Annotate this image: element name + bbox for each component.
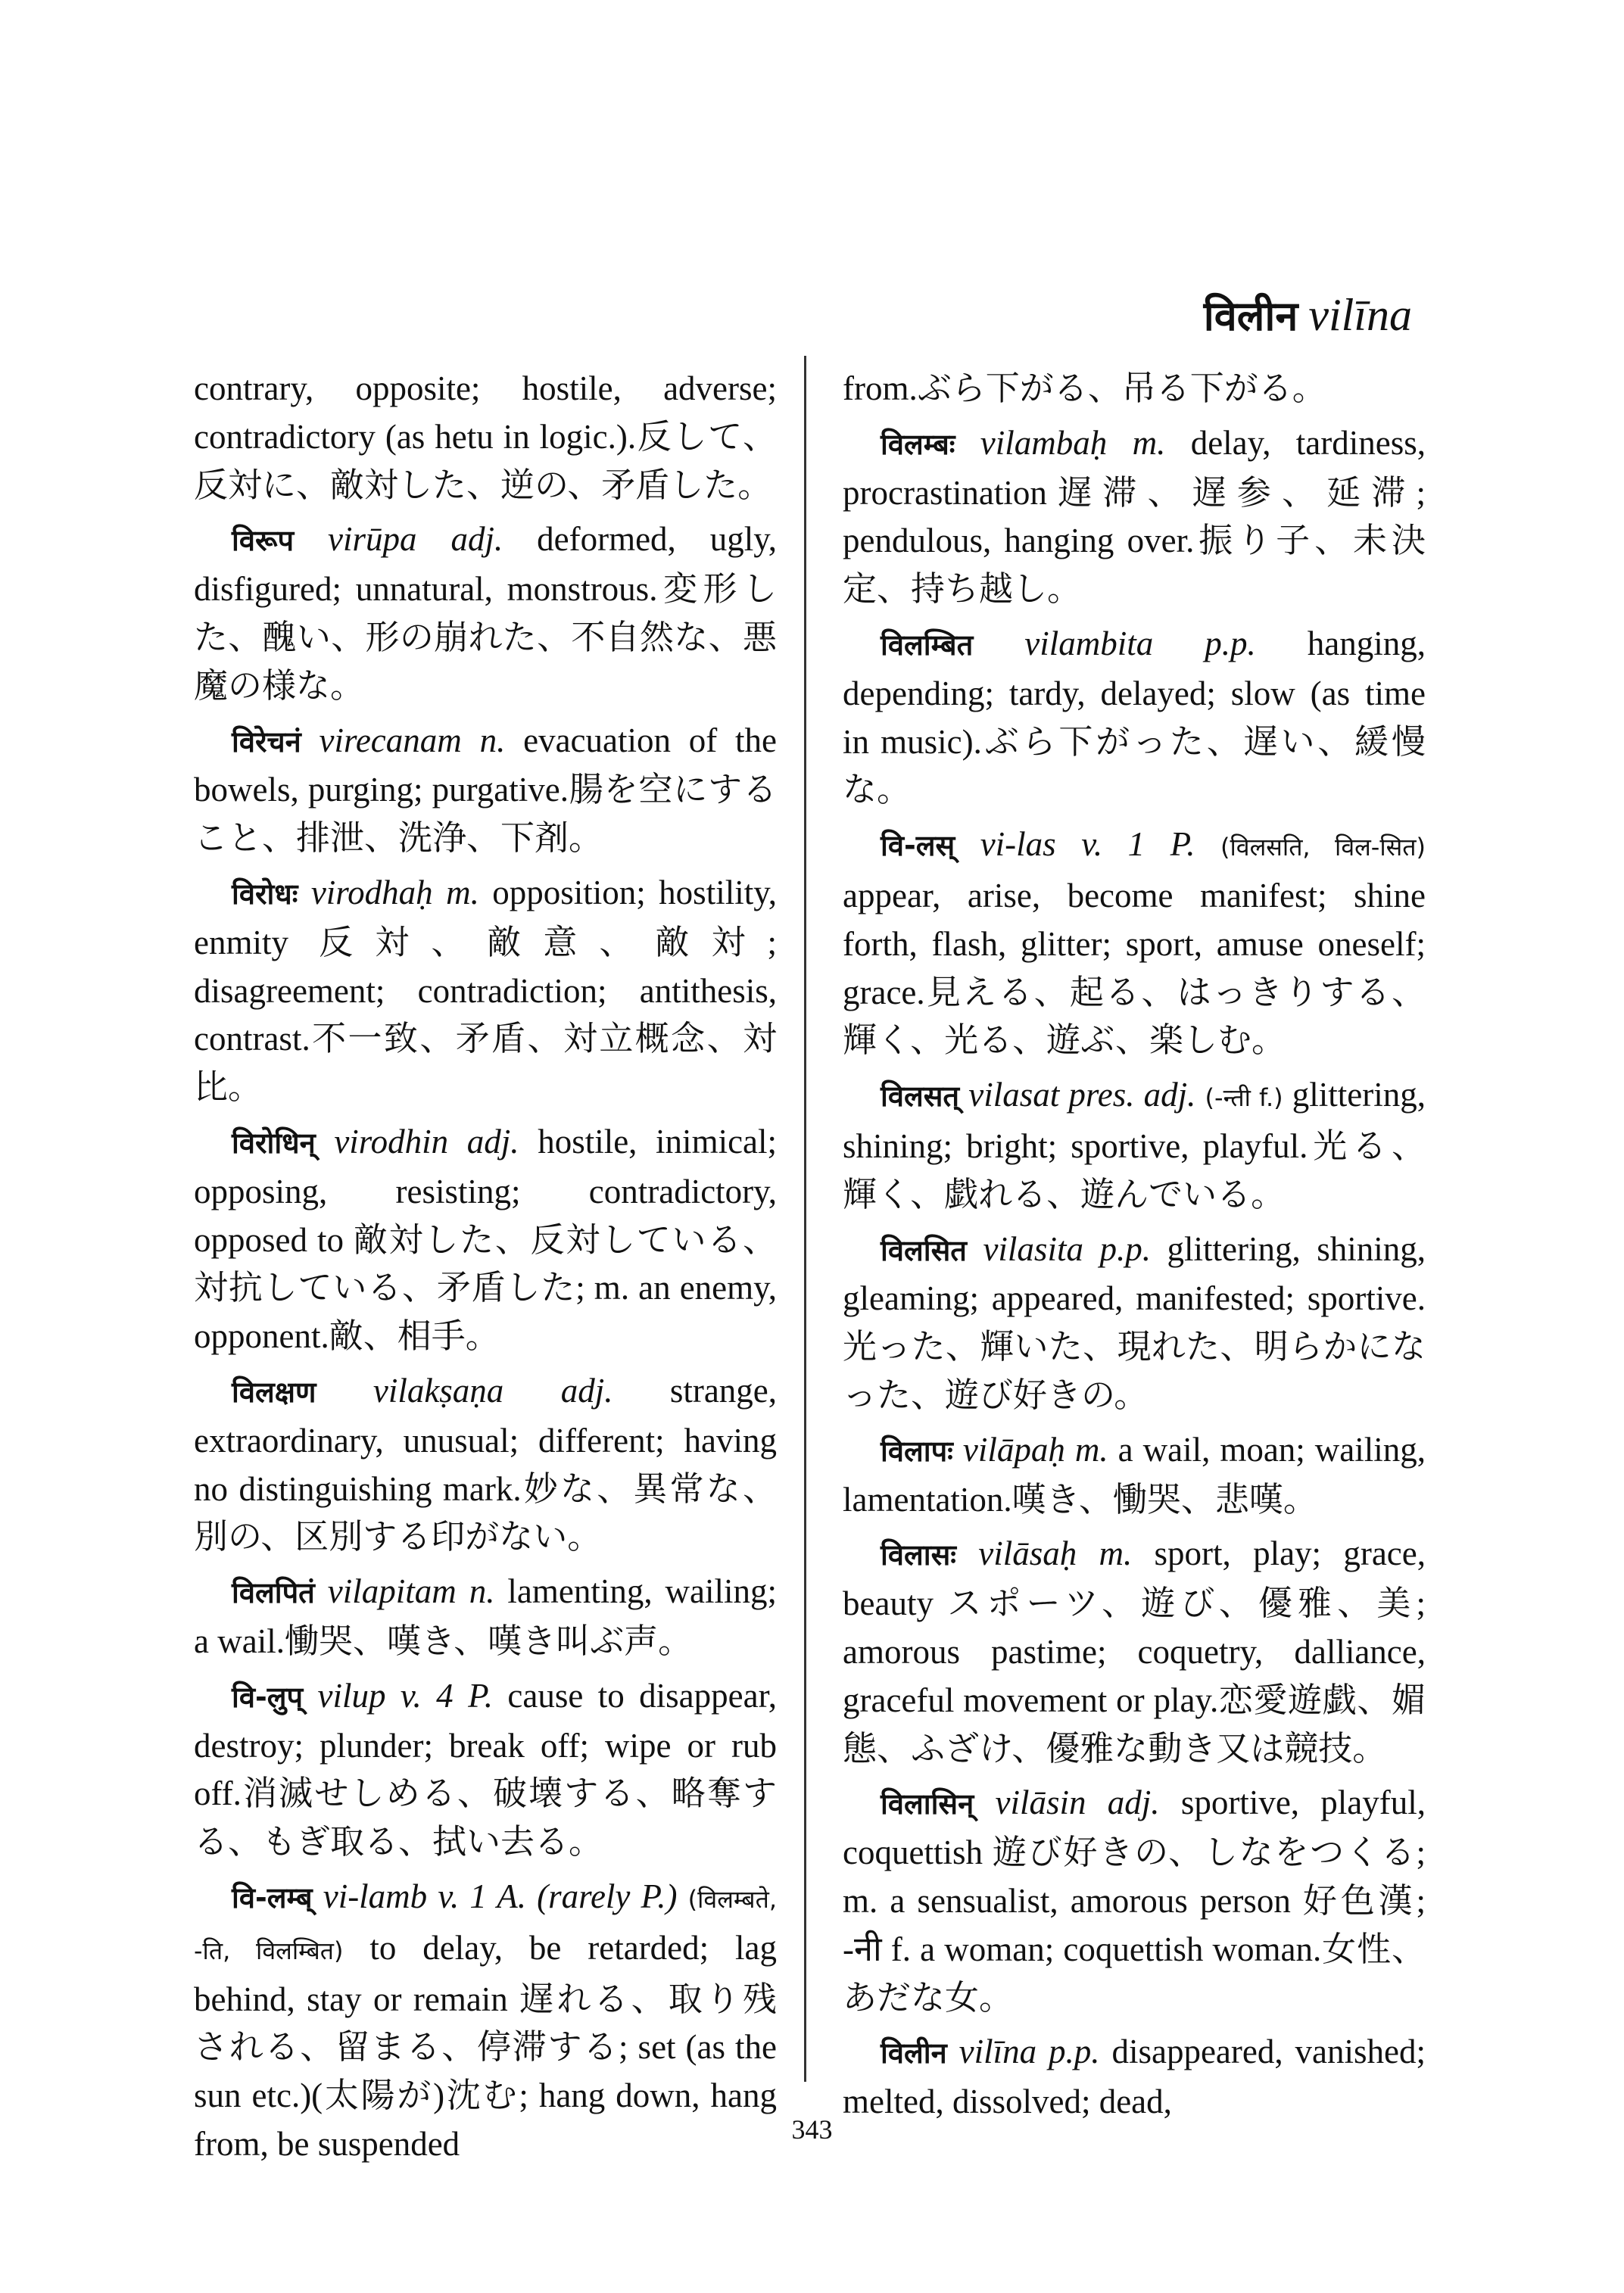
entry-transliteration: virecanam <box>319 721 462 759</box>
dictionary-entry <box>843 1530 1426 1773</box>
entry-definition: disappeared, vanished; melted, dissolved; dead, <box>843 2033 1426 2121</box>
entry-transliteration: vilāsin <box>995 1784 1086 1822</box>
running-header-devanagari: विलीन <box>1203 292 1298 340</box>
entry-transliteration: vilambaḥ <box>980 423 1108 462</box>
entry-headword: विरोधः <box>232 877 298 911</box>
entry-headword: विलम्बः <box>881 427 955 461</box>
entry-forms: (विलसति, विल-सित) <box>1220 833 1426 862</box>
entry-grammar: v. 1 A. (rarely P.) <box>438 1877 678 1915</box>
entry-headword: विलासिन् <box>881 1787 974 1821</box>
entry-transliteration: vilasat <box>968 1076 1060 1114</box>
entry-transliteration: vilīna <box>959 2033 1037 2071</box>
entry-headword: वि-लस् <box>881 829 955 863</box>
page-number: 343 <box>791 2114 833 2145</box>
entry-forms: (-न्ती f.) <box>1205 1083 1283 1113</box>
entry-transliteration: vilup <box>317 1676 386 1715</box>
dictionary-entry <box>843 620 1426 815</box>
entry-transliteration: virodhaḥ <box>310 873 433 911</box>
entry-definition: to delay, be retarded; lag behind, stay or remain 遅れる、取り残される、留まる、停滞する; set (as the sun etc.)(太陽が)沈む; hang down, hang from, be suspended <box>194 1928 778 2163</box>
entry-transliteration: vilakṣaṇa <box>372 1371 504 1410</box>
dictionary-entry <box>843 2028 1426 2126</box>
entry-grammar: m. <box>446 873 479 911</box>
entry-definition: cause to disappear, destroy; plunder; break off; wipe or rub off.消滅せしめる、破壊する、略奪する、もぎ取る、拭い去る。 <box>194 1676 778 1862</box>
running-header <box>1204 286 1412 342</box>
entry-definition: a wail, moan; wailing, lamentation.嘆き、慟哭、悲嘆。 <box>843 1430 1426 1519</box>
entry-headword: विरूप <box>232 524 295 558</box>
entry-definition: lamenting, wailing; a wail.慟哭、嘆き、嘆き叫ぶ声。 <box>194 1572 777 1660</box>
entry-definition: sport, play; grace, beauty スポーツ、遊び、優雅、美; amorous pastime; coquetry, dalliance, graceful movement or play.恋愛遊戯、媚態、ふざけ、優雅な動き又は競技。 <box>843 1534 1426 1768</box>
entry-grammar: m. <box>1074 1430 1108 1469</box>
entry-definition: deformed, ugly, disfigured; unnatural, monstrous.変形した、醜い、形の崩れた、不自然な、悪魔の様な。 <box>194 520 778 705</box>
dictionary-entry <box>194 1672 777 1867</box>
right-column <box>843 365 1426 2133</box>
dictionary-entry <box>194 1367 777 1562</box>
entry-definition: appear, arise, become manifest; shine forth, flash, glitter; sport, amuse oneself; grace.見える、起る、はっきりする、輝く、光る、遊ぶ、楽しむ。 <box>843 876 1426 1060</box>
dictionary-entry <box>194 1118 777 1361</box>
entry-definition: strange, extraordinary, unusual; different; having no distinguishing mark.妙な、異常な、別の、区別する印がない。 <box>194 1371 778 1556</box>
running-header-roman: vilīna <box>1308 290 1412 340</box>
entry-headword: विलपितं <box>232 1576 315 1610</box>
entry-transliteration: vilambita <box>1024 624 1154 662</box>
entry-continuation <box>194 365 777 509</box>
entry-definition: sportive, playful, coquettish 遊び好きの、しなをつくる; m. a sensualist, amorous person 好色漢; -नी f. a woman; coquettish woman.女性、あだな女。 <box>843 1784 1426 2017</box>
entry-grammar: n. <box>479 721 506 759</box>
entry-definition: opposition; hostility, enmity 反対、敵意、敵対; disagreement; contradiction; antithesis, contrast.不一致、矛盾、対立概念、対比。 <box>194 873 778 1107</box>
entry-grammar: m. <box>1132 423 1166 462</box>
dictionary-entry <box>843 1226 1426 1420</box>
entry-definition: hanging, depending; tardy, delayed; slow (as time in music).ぶら下がった、遅い、緩慢な。 <box>843 624 1426 809</box>
entry-transliteration: vilasita <box>983 1229 1083 1268</box>
entry-headword: विरेचनं <box>232 724 301 759</box>
dictionary-entry <box>843 1779 1426 2022</box>
entry-grammar: p.p. <box>1049 2033 1100 2071</box>
entry-transliteration: vilāsaḥ <box>978 1534 1077 1573</box>
entry-headword: विलम्बित <box>881 628 974 662</box>
entry-grammar: m. <box>1099 1534 1133 1573</box>
entry-definition: glittering, shining; bright; sportive, playful.光る、輝く、戯れる、遊んでいる。 <box>843 1076 1426 1213</box>
dictionary-entry <box>194 869 777 1112</box>
entry-grammar: adj. <box>560 1371 613 1410</box>
entry-grammar: adj. <box>466 1122 519 1161</box>
dictionary-entry <box>194 717 777 863</box>
entry-grammar: v. 1 P. <box>1081 825 1195 864</box>
entry-grammar: adj. <box>1107 1784 1160 1822</box>
dictionary-entry <box>843 1071 1426 1219</box>
entry-headword: विलसत् <box>881 1080 960 1114</box>
entry-definition: delay, tardiness, procrastination遅滞、遅参、延滞; pendulous, hanging over.振り子、未決定、持ち越し。 <box>843 423 1426 609</box>
entry-grammar: n. <box>469 1572 495 1611</box>
dictionary-entry <box>843 821 1426 1065</box>
entry-transliteration: virūpa <box>328 520 417 559</box>
entry-grammar: p.p. <box>1205 624 1256 662</box>
entry-transliteration: vi-las <box>980 825 1056 864</box>
dictionary-entry <box>843 419 1426 614</box>
entry-forms: (विलम्बते, -ति, विलम्बित) <box>194 1884 777 1965</box>
entry-definition: glittering, shining, gleaming; appeared, manifested; sportive.光った、輝いた、現れた、明らかになった、遊び好きの。 <box>843 1229 1426 1414</box>
entry-headword: विलासः <box>881 1538 956 1572</box>
entry-headword: विलीन <box>881 2036 947 2070</box>
column-divider <box>804 356 806 2082</box>
entry-definition: hostile, inimical; opposing, resisting; contradictory, opposed to 敵対した、反対している、対抗している、矛盾した; m. an enemy, opponent.敵、相手。 <box>194 1122 778 1356</box>
entry-headword: विलसित <box>881 1233 967 1267</box>
left-column <box>194 365 777 2175</box>
entry-transliteration: vilāpaḥ <box>962 1430 1065 1469</box>
entry-transliteration: virodhin <box>334 1122 449 1161</box>
dictionary-entry <box>194 1568 777 1666</box>
entry-headword: विलक्षण <box>232 1375 316 1409</box>
entry-grammar: pres. adj. <box>1068 1076 1196 1114</box>
dictionary-entry <box>843 1426 1426 1525</box>
entry-headword: वि-लम्ब् <box>232 1880 313 1914</box>
dictionary-entry <box>194 516 777 710</box>
entry-definition: from.ぶら下がる、吊る下がる。 <box>843 369 1326 407</box>
entry-definition: evacuation of the bowels, purging; purgative.腸を空にすること、排泄、洗浄、下剤。 <box>194 721 778 858</box>
entry-grammar: v. 4 P. <box>400 1676 494 1715</box>
entry-grammar: adj. <box>450 520 503 559</box>
entry-grammar: p.p. <box>1099 1229 1151 1268</box>
entry-transliteration: vilapitam <box>327 1572 457 1611</box>
entry-continuation <box>843 365 1426 413</box>
entry-headword: विलापः <box>881 1434 953 1468</box>
entry-headword: विरोधिन् <box>232 1126 316 1160</box>
entry-headword: वि-लुप् <box>232 1680 304 1714</box>
entry-definition: contrary, opposite; hostile, adverse; contradictory (as hetu in logic.).反して、反対に、敵対した、逆の、矛盾した。 <box>194 369 777 504</box>
entry-transliteration: vi-lamb <box>323 1877 428 1915</box>
